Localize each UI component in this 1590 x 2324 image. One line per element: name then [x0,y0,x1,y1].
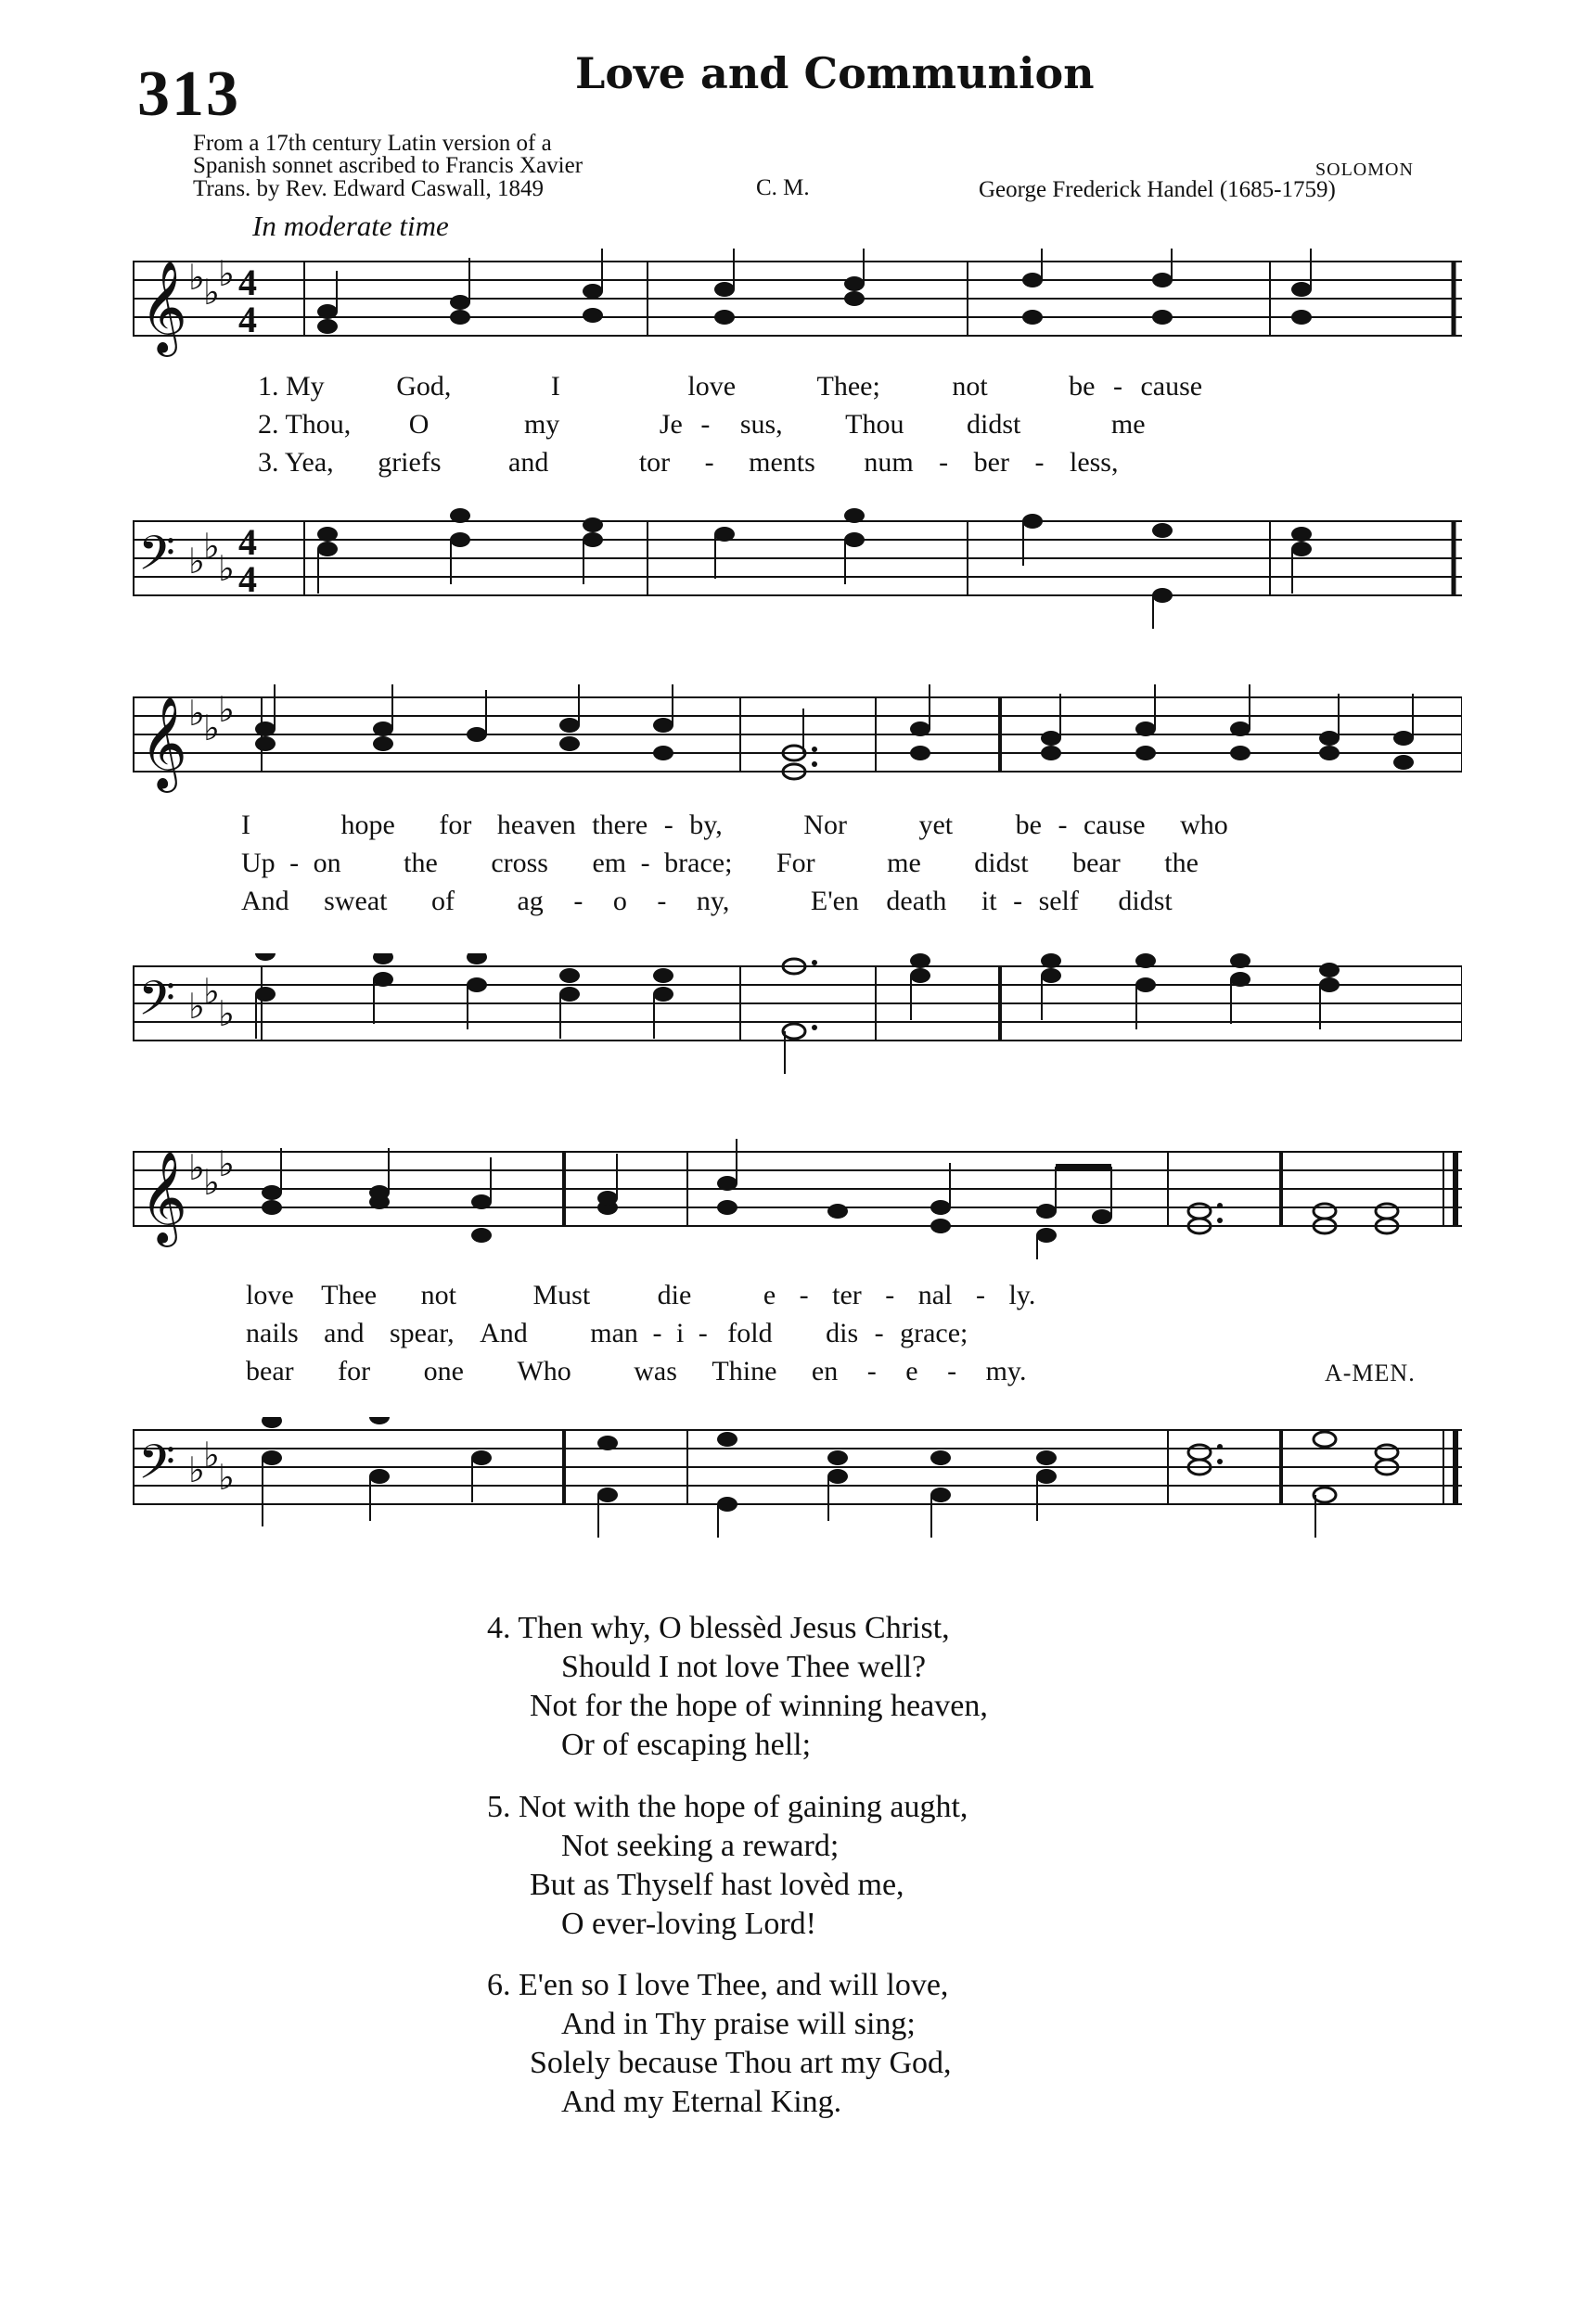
lyric-word: - [1034,447,1045,478]
hymn-number: 313 [137,58,240,130]
lyric-word: and [508,447,549,478]
lyric-word: be [1069,371,1096,402]
lyric-word: - [663,810,673,840]
lyric-word: for [338,1356,371,1386]
treble-staff-3 [133,1139,1462,1259]
lyric-word: Thine [712,1356,777,1386]
verse-line: And my Eternal King. [561,2085,842,2119]
svg-text:𝄞: 𝄞 [140,1151,187,1244]
lyric-word: cause [1083,810,1146,840]
lyric-line-s1-v3 [258,447,1118,479]
verse-line: Then why, O blessèd Jesus Christ, [518,1611,950,1645]
lyric-line-s2-v3 [241,886,1173,917]
lyric-word: Must [532,1280,591,1310]
lyric-word: 1. My [258,371,325,402]
lyric-word: Thee [321,1280,378,1310]
lyric-word: brace; [664,848,733,878]
svg-text:♭: ♭ [203,1437,220,1475]
svg-text:♭: ♭ [218,255,235,294]
svg-text:♭: ♭ [203,709,220,748]
lyric-word: num [864,447,914,478]
lyric-word: nails [246,1318,299,1348]
verse-line: Should I not love Thee well? [561,1650,927,1684]
lyric-word: 3. Yea, [258,447,334,478]
lyric-word: love [687,371,737,402]
lyric-word: - [657,886,667,916]
lyric-word: less, [1069,447,1119,478]
lyric-word: e [905,1356,918,1386]
lyric-line-s3-v3 [246,1356,1026,1387]
lyric-word: - [1112,371,1122,402]
treble-staff-2 [133,684,1462,805]
lyric-line-s1-v2 [258,409,1146,441]
lyric-word: - [975,1280,985,1310]
svg-text:♭: ♭ [203,274,220,313]
lyric-word: ber [973,447,1009,478]
lyric-line-s3-v2 [246,1318,968,1349]
verse-line: Not seeking a reward; [561,1829,840,1863]
lyric-word: bear [1072,848,1121,878]
lyric-word: sweat [324,886,388,916]
svg-text:♭: ♭ [218,550,235,589]
svg-text:𝄞: 𝄞 [140,261,187,353]
bass-staff-1 [133,508,1462,629]
amen-label: A-MEN. [1325,1360,1416,1386]
lyric-word: didst [974,848,1029,878]
lyric-word: Je [659,409,683,440]
lyric-word: Thou [845,409,904,440]
verse-6 [487,1966,952,2122]
lyric-word: E'en [810,886,859,916]
lyric-word: man [590,1318,638,1348]
lyric-word: love [246,1280,294,1310]
lyric-word: - [939,447,949,478]
lyric-word: - [652,1318,662,1348]
verse-line: And in Thy praise will sing; [561,2007,916,2041]
lyric-word: who [1180,810,1228,840]
svg-text:♭: ♭ [188,988,205,1027]
lyric-word: by, [689,810,723,840]
lyric-word: tor [638,447,671,478]
lyric-word: - [1013,886,1023,916]
svg-text:4: 4 [238,521,257,563]
lyric-word: not [420,1280,456,1310]
lyric-word: heaven [496,810,576,840]
lyric-word: spear, [390,1318,455,1348]
lyric-word: ag [517,886,544,916]
lyric-word: - [573,886,583,916]
source-line-3: Trans. by Rev. Edward Caswall, 1849 [193,176,544,201]
lyric-word: Thee; [816,371,880,402]
lyric-word: - [289,848,300,878]
lyric-word: grace; [900,1318,968,1348]
lyric-word: ments [749,447,815,478]
svg-text:♭: ♭ [203,973,220,1012]
lyric-word: was [634,1356,677,1386]
lyric-word: on [313,848,341,878]
lyric-word: fold [727,1318,773,1348]
lyric-word: en [811,1356,839,1386]
lyric-word: - [799,1280,809,1310]
svg-text:♭: ♭ [188,695,205,734]
verse-4 [487,1609,988,1765]
verse-line: But as Thyself hast lovèd me, [530,1868,904,1902]
lyric-word: not [952,371,988,402]
svg-text:♭: ♭ [218,1145,235,1184]
lyric-word: my [523,409,560,440]
lyric-line-s2-v2 [241,848,1199,879]
lyric-word: Up [241,848,276,878]
lyric-word: - [700,409,711,440]
bass-staff-2 [133,953,1462,1074]
lyric-word: death [886,886,947,916]
lyric-word: ter [832,1280,862,1310]
lyric-word: the [1164,848,1199,878]
lyric-word: bear [246,1356,294,1386]
lyric-word: - [704,447,714,478]
lyric-line-s2-v1 [241,810,1228,841]
lyric-word: O [408,409,430,440]
composer: George Frederick Handel (1685-1759) [979,177,1336,202]
lyric-word: - [698,1318,708,1348]
svg-text:♭: ♭ [188,1149,205,1188]
lyric-word: cause [1140,371,1203,402]
lyric-word: I [550,371,560,402]
tune-name: SOLOMON [1315,160,1414,180]
svg-text:♭: ♭ [188,259,205,298]
lyric-word: nal [917,1280,953,1310]
lyric-line-s3-v1 [246,1280,1035,1311]
bass-staff-3 [133,1417,1462,1538]
lyric-word: hope [340,810,395,840]
svg-text:𝄢: 𝄢 [138,970,175,1038]
svg-text:𝄢: 𝄢 [138,1434,175,1501]
verse-line: O ever-loving Lord! [561,1907,817,1941]
lyric-word: die [657,1280,692,1310]
svg-text:4: 4 [238,558,257,600]
lyric-word: e [763,1280,776,1310]
lyric-word: of [430,886,455,916]
lyric-word: - [640,848,650,878]
meter: C. M. [756,175,810,200]
lyric-word: i [675,1318,685,1348]
source-line-2: Spanish sonnet ascribed to Francis Xavier [193,153,583,178]
lyric-word: - [1058,810,1068,840]
verse-number: 4. [487,1611,511,1645]
svg-text:4: 4 [238,299,257,340]
lyric-word: me [1110,409,1146,440]
verse-5 [487,1788,968,1944]
verse-line: E'en so I love Thee, and will love, [519,1968,949,2002]
lyric-word: cross [491,848,548,878]
verse-line: Solely because Thou art my God, [530,2046,952,2080]
lyric-word: God, [396,371,452,402]
svg-text:♭: ♭ [188,543,205,581]
lyric-word: me [887,848,921,878]
tempo-marking: In moderate time [252,210,449,242]
hymn-title: Love and Communion [575,48,1095,98]
lyric-word: and [324,1318,365,1348]
svg-text:♭: ♭ [218,995,235,1034]
verse-line: Not for the hope of winning heaven, [530,1689,988,1723]
lyric-word: didst [1118,886,1173,916]
lyric-word: the [404,848,438,878]
lyric-word: ly. [1008,1280,1036,1310]
lyric-word: - [874,1318,884,1348]
svg-text:♭: ♭ [188,1451,205,1490]
lyric-word: for [439,810,472,840]
lyric-word: - [866,1356,877,1386]
lyric-word: ny, [696,886,730,916]
lyric-word: o [612,886,627,916]
svg-text:♭: ♭ [203,528,220,567]
verse-line: Or of escaping hell; [561,1728,812,1762]
lyric-word: For [776,848,815,878]
lyric-word: there [592,810,648,840]
lyric-word: dis [826,1318,859,1348]
treble-staff-1 [133,249,1462,369]
lyric-word: griefs [378,447,442,478]
verse-number: 6. [487,1968,511,2002]
lyric-word: be [1015,810,1042,840]
lyric-word: yet [918,810,954,840]
svg-text:♭: ♭ [218,1459,235,1498]
lyric-word: I [241,810,250,840]
lyric-word: Who [517,1356,571,1386]
lyric-word: didst [967,409,1021,440]
svg-text:♭: ♭ [218,691,235,730]
svg-text:𝄞: 𝄞 [140,696,187,789]
lyric-word: - [947,1356,957,1386]
lyric-word: And [480,1318,528,1348]
lyric-word: And [241,886,289,916]
svg-text:4: 4 [238,262,257,303]
lyric-word: one [423,1356,464,1386]
verse-number: 5. [487,1790,511,1824]
lyric-word: em [592,848,627,878]
lyric-word: Nor [803,810,847,840]
lyric-word: self [1038,886,1079,916]
lyric-word: 2. Thou, [258,409,352,440]
lyric-word: it [981,886,997,916]
svg-text:𝄢: 𝄢 [138,525,175,593]
lyric-word: - [885,1280,895,1310]
verse-line: Not with the hope of gaining aught, [519,1790,968,1824]
lyric-word: my. [985,1356,1027,1386]
svg-text:♭: ♭ [203,1164,220,1203]
lyric-word: sus, [739,409,783,440]
lyric-line-s1-v1 [258,371,1202,402]
source-line-1: From a 17th century Latin version of a [193,131,552,156]
